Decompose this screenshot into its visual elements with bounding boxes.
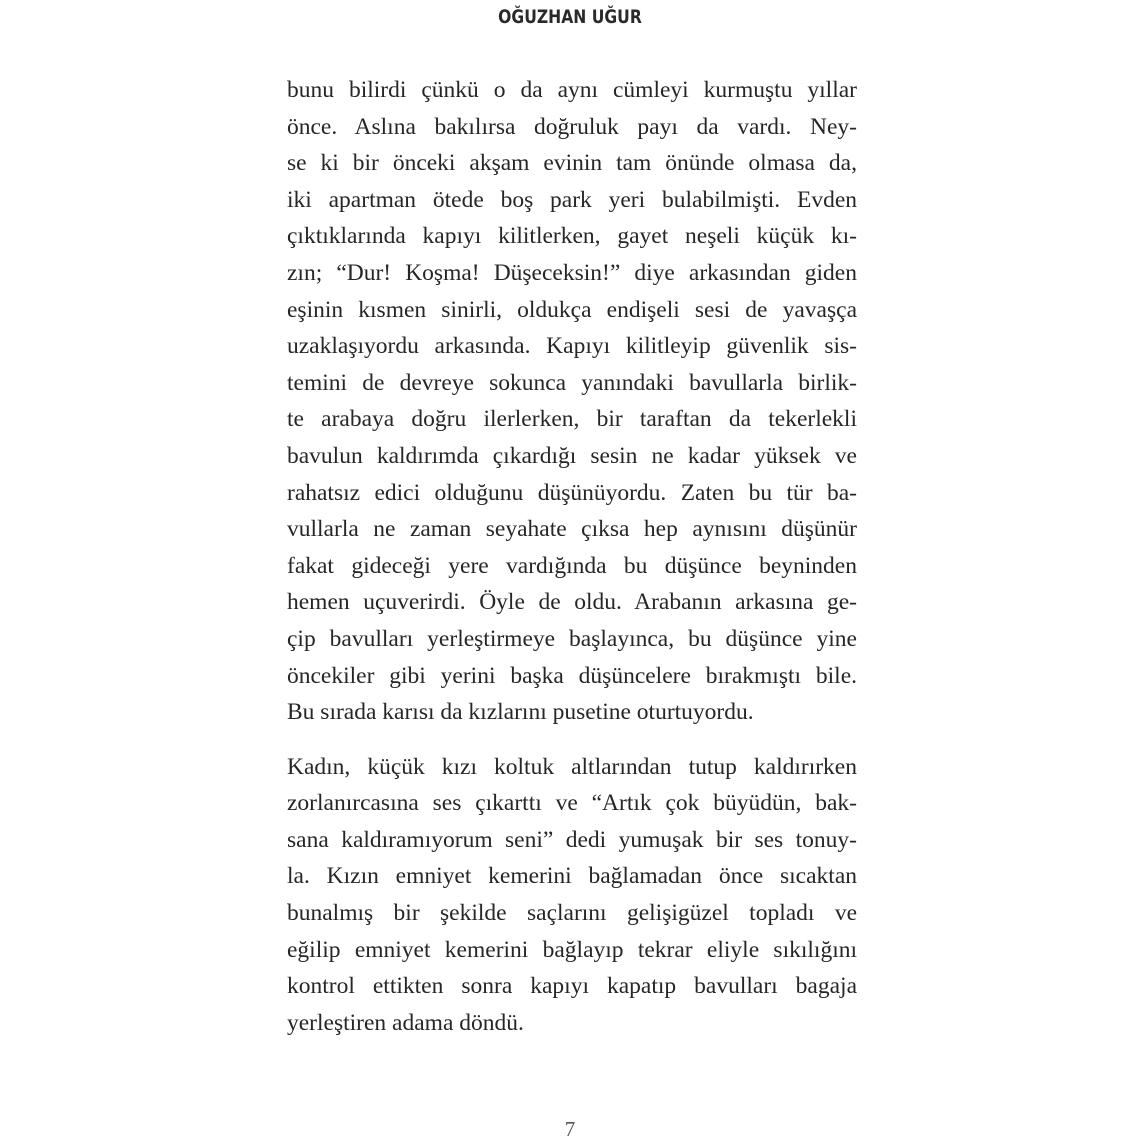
text-line: bunalmış bir şekilde saçlarını gelişigüzel topladı ve — [287, 900, 857, 927]
text-line: uzaklaşıyordu arkasında. Kapıyı kilitleyip güvenlik sis- — [287, 333, 857, 360]
paragraph-2 — [287, 749, 857, 1042]
text-line: te arabaya doğru ilerlerken, bir taraftan da tekerlekli — [287, 406, 857, 433]
paragraph-spacer — [287, 731, 857, 749]
text-line: temini de devreye sokunca yanındaki bavullarla birlik- — [287, 369, 857, 396]
text-line: bunu bilirdi çünkü o da aynı cümleyi kurmuştu yıllar — [287, 77, 857, 103]
text-line: fakat gideceği yere vardığında bu düşünce beyninden — [287, 552, 857, 579]
text-line: zorlanırcasına ses çıkarttı ve “Artık çok büyüdün, bak- — [287, 790, 857, 817]
text-line: öncekiler gibi yerini başka düşüncelere bırakmıştı bile. — [287, 662, 857, 689]
text-line: zın; “Dur! Koşma! Düşeceksin!” diye arkasından giden — [287, 259, 857, 286]
text-line: Bu sırada karısı da kızlarını pusetine oturtuyordu. — [287, 699, 754, 726]
running-header-author: OĞUZHAN UĞUR — [498, 6, 642, 28]
text-line: yerleştiren adama döndü. — [287, 1009, 524, 1036]
text-line: eşinin kısmen sinirli, oldukça endişeli sesi de yavaşça — [287, 296, 857, 323]
text-line: vullarla ne zaman seyahate çıksa hep aynısını düşünür — [287, 516, 857, 543]
text-line: sana kaldıramıyorum seni” dedi yumuşak bir ses tonuy- — [287, 826, 857, 853]
text-line: kontrol ettikten sonra kapıyı kapatıp bavulları bagaja — [287, 973, 857, 1000]
text-line: hemen uçuverirdi. Öyle de oldu. Arabanın arkasına ge- — [287, 589, 857, 616]
text-line: se ki bir önceki akşam evinin tam önünde olmasa da, — [287, 150, 857, 177]
page-body — [287, 72, 857, 1041]
text-line: rahatsız edici olduğunu düşünüyordu. Zaten bu tür ba- — [287, 479, 857, 506]
text-line: bavulun kaldırımda çıkardığı sesin ne kadar yüksek ve — [287, 442, 857, 469]
text-line: iki apartman ötede boş park yeri bulabilmişti. Evden — [287, 186, 857, 213]
text-line: Kadın, küçük kızı koltuk altlarından tutup kaldırırken — [287, 753, 857, 780]
paragraph-1 — [287, 72, 857, 731]
text-line: önce. Aslına bakılırsa doğruluk payı da vardı. Ney- — [287, 113, 857, 140]
text-line: la. Kızın emniyet kemerini bağlamadan önce sıcaktan — [287, 863, 857, 890]
text-line: çıktıklarında kapıyı kilitlerken, gayet neşeli küçük kı- — [287, 223, 857, 250]
text-line: çip bavulları yerleştirmeye başlayınca, bu düşünce yine — [287, 625, 857, 652]
text-line: eğilip emniyet kemerini bağlayıp tekrar eliyle sıkılığını — [287, 936, 857, 963]
page-number: 7 — [564, 1117, 576, 1141]
